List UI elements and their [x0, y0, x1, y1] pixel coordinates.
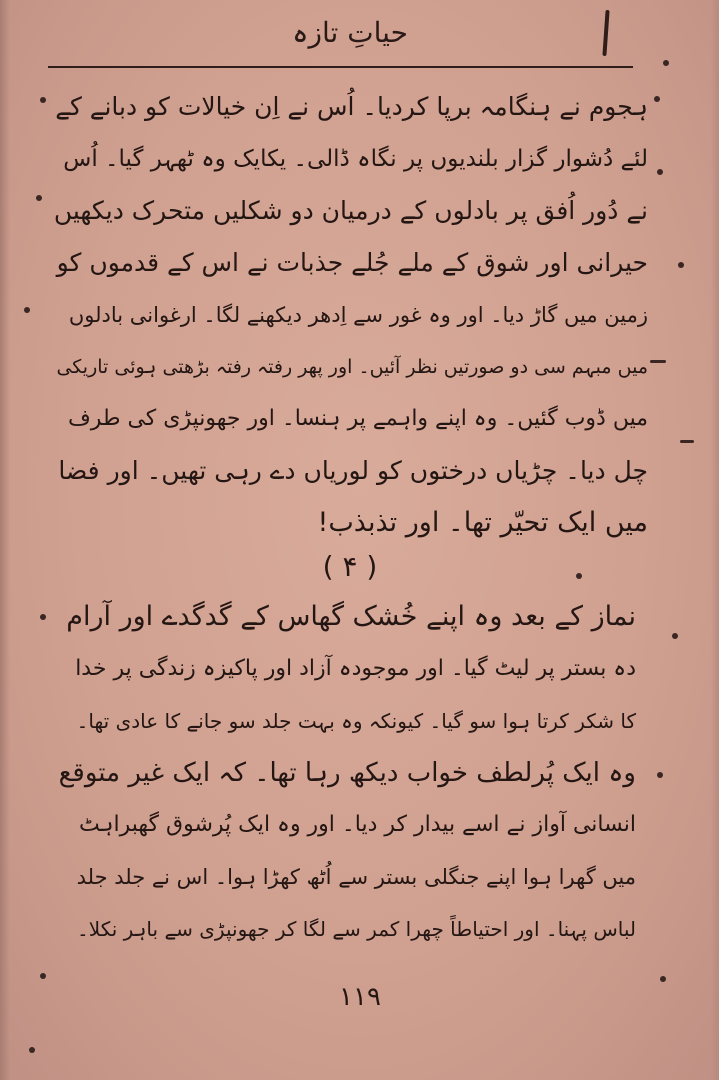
ink-speck — [40, 614, 46, 620]
page-number: ۱۱۹ — [339, 982, 381, 1012]
paragraph-1 — [48, 82, 648, 542]
header-rule — [48, 66, 633, 68]
ink-mark — [650, 360, 666, 363]
ink-speck — [40, 973, 46, 979]
text-line: حیرانی اور شوق کے ملے جُلے جذبات نے اس کے قدموں کو — [56, 248, 648, 277]
ink-speck — [36, 195, 42, 201]
text-line: میں گھرا ہوا اپنے جنگلی بستر سے اُٹھ کھڑا ہوا۔ اس نے جلد جلد — [76, 865, 636, 889]
ink-speck — [678, 262, 684, 268]
ink-speck — [576, 573, 582, 579]
text-line: ہجوم نے ہنگامہ برپا کردیا۔ اُس نے اِن خیالات کو دبانے کے — [55, 92, 648, 121]
section-number: ( ۴ ) — [322, 550, 378, 583]
ink-speck — [657, 772, 663, 778]
ink-speck — [672, 633, 678, 639]
paragraph-2 — [56, 596, 636, 966]
ink-speck — [654, 96, 660, 102]
text-line: لباس پہنا۔ اور احتیاطاً چھرا کمر سے لگا کر جھونپڑی سے باہر نکلا۔ — [77, 917, 636, 941]
text-line: زمین میں گاڑ دیا۔ اور وہ غور سے اِدھر دیکھنے لگا۔ ارغوانی بادلوں — [68, 303, 648, 327]
text-line: لئے دُشوار گزار بلندیوں پر نگاہ ڈالی۔ یکایک وہ ٹھہر گیا۔ اُس — [63, 146, 648, 172]
ink-mark — [602, 10, 609, 56]
text-line: میں مبہم سی دو صورتیں نظر آئیں۔ اور پھر رفتہ رفتہ بڑھتی ہوئی تاریکی — [56, 356, 648, 378]
text-line: دہ بستر پر لیٹ گیا۔ اور موجودہ آزاد اور پاکیزہ زندگی پر خدا — [75, 656, 636, 681]
text-line: میں ایک تحیّر تھا۔ اور تذبذب! — [317, 507, 648, 538]
ink-speck — [657, 169, 663, 175]
ink-speck — [663, 60, 669, 66]
ink-speck — [40, 97, 46, 103]
page-edge-shadow-left — [0, 0, 10, 1080]
running-header-title: حیاتِ تازہ — [292, 16, 408, 49]
text-line: انسانی آواز نے اسے بیدار کر دیا۔ اور وہ ایک پُرشوق گھبراہٹ — [79, 812, 636, 837]
running-header — [0, 6, 719, 66]
text-line: چل دیا۔ چڑیاں درختوں کو لوریاں دے رہی تھیں۔ اور فضا — [58, 456, 648, 485]
text-line: کا شکر کرتا ہوا سو گیا۔ کیونکہ وہ بہت جلد سو جانے کا عادی تھا۔ — [76, 709, 636, 733]
text-line: وہ ایک پُرلطف خواب دیکھ رہا تھا۔ کہ ایک غیر متوقع — [58, 758, 636, 788]
text-line: نماز کے بعد وہ اپنے خُشک گھاس کے گدگدے اور آرام — [66, 601, 636, 632]
page-edge-shadow-right — [711, 0, 719, 1080]
ink-mark — [680, 440, 694, 443]
text-line: نے دُور اُفق پر بادلوں کے درمیان دو شکلیں متحرک دیکھیں — [53, 196, 648, 225]
ink-speck — [29, 1047, 35, 1053]
text-line: میں ڈوب گئیں۔ وہ اپنے واہمے پر ہنسا۔ اور جھونپڑی کی طرف — [68, 406, 648, 431]
ink-speck — [660, 976, 666, 982]
ink-speck — [24, 307, 30, 313]
